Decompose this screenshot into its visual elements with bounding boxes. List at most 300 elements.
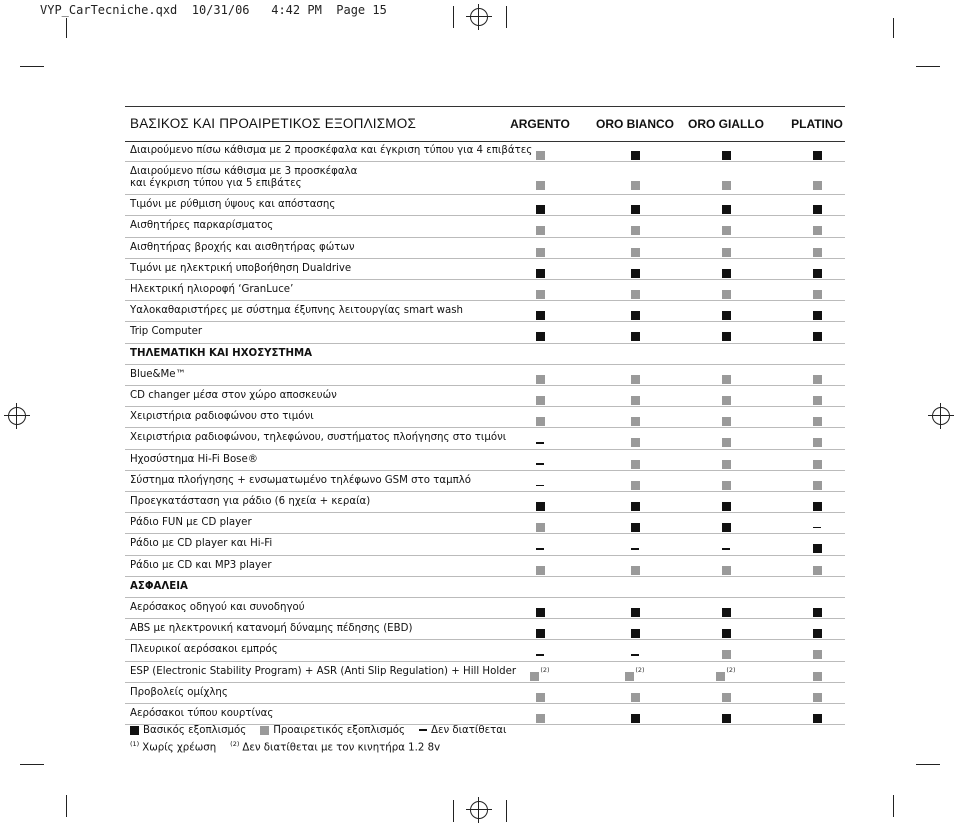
crop-mark (66, 18, 67, 38)
standard-square-icon (631, 269, 640, 278)
availability-cell (495, 369, 585, 381)
availability-cell (495, 390, 585, 402)
row-label (130, 644, 278, 656)
section-title (130, 581, 188, 593)
availability-cell (495, 454, 585, 466)
row-label (130, 517, 252, 529)
table-row (125, 258, 845, 280)
availability-cell (590, 145, 680, 157)
table-row (125, 140, 845, 162)
table-row (125, 618, 845, 640)
availability-cell (495, 284, 585, 296)
standard-square-icon (536, 205, 545, 214)
optional-square-icon (722, 693, 731, 702)
row-label (130, 411, 314, 423)
row-label (130, 284, 293, 296)
table-row (125, 385, 845, 407)
standard-square-icon (813, 205, 822, 214)
optional-square-icon (536, 714, 545, 723)
availability-cell (590, 175, 680, 187)
crop-mark (453, 6, 454, 28)
availability-cell (772, 220, 862, 232)
legend (130, 725, 506, 736)
availability-cell (590, 305, 680, 317)
availability-cell (772, 602, 862, 614)
optional-square-icon (722, 396, 731, 405)
row-label-text: Πλευρικοί αερόσακοι εμπρός (130, 644, 278, 656)
optional-square-icon (631, 481, 640, 490)
optional-square-icon (716, 672, 725, 681)
availability-cell (590, 496, 680, 508)
availability-cell (681, 602, 771, 614)
availability-cell (772, 369, 862, 381)
footnote1-text: Χωρίς χρέωση (142, 742, 217, 754)
table-row (125, 555, 845, 577)
footnote-marker: (2) (726, 665, 736, 674)
availability-cell (772, 411, 862, 423)
availability-cell (495, 644, 585, 656)
availability-cell (772, 263, 862, 275)
availability-cell (681, 411, 771, 423)
standard-square-icon (813, 151, 822, 160)
availability-cell (772, 538, 862, 550)
optional-square-icon (536, 375, 545, 384)
table-row (125, 406, 845, 428)
row-label (130, 538, 272, 550)
availability-cell (681, 220, 771, 232)
print-header (40, 3, 387, 17)
availability-cell (772, 687, 862, 699)
availability-cell (681, 432, 771, 444)
availability-cell (681, 475, 771, 487)
availability-cell (495, 145, 585, 157)
row-label-text: Τιμόνι με ηλεκτρική υποβοήθηση Dualdrive (130, 262, 352, 274)
availability-cell (681, 623, 771, 635)
row-label-text: ESP (Electronic Stability Program) + ASR (Anti Slip Regulation) + Hill Holder (130, 665, 517, 677)
standard-square-icon (722, 502, 731, 511)
availability-cell (772, 145, 862, 157)
standard-square-icon (813, 311, 822, 320)
availability-cell (772, 326, 862, 338)
availability-cell (772, 199, 862, 211)
availability-cell (590, 369, 680, 381)
row-label-text: Χειριστήρια ραδιοφώνου στο τιμόνι (130, 411, 314, 423)
availability-cell (772, 708, 862, 720)
optional-square-icon (813, 672, 822, 681)
availability-cell (681, 517, 771, 529)
row-label-text: ΤΗΛΕΜΑΤΙΚΗ ΚΑΙ ΗΧΟΣΥΣΤΗΜΑ (130, 347, 312, 359)
availability-cell (681, 538, 771, 550)
optional-square-icon (536, 290, 545, 299)
availability-cell (495, 538, 585, 550)
standard-square-icon (631, 714, 640, 723)
availability-cell (681, 175, 771, 187)
table-row (125, 321, 845, 343)
crop-mark (916, 764, 940, 765)
standard-square-icon (536, 332, 545, 341)
optional-square-icon (813, 248, 822, 257)
standard-square-icon (631, 608, 640, 617)
availability-cell (681, 305, 771, 317)
section-row (125, 343, 845, 365)
row-label (130, 708, 273, 720)
table-row (125, 364, 845, 386)
row-label (130, 390, 337, 402)
availability-cell (495, 687, 585, 699)
optional-square-icon (536, 181, 545, 190)
availability-cell (681, 242, 771, 254)
optional-square-icon (536, 693, 545, 702)
table-row (125, 682, 845, 704)
optional-square-icon (813, 396, 822, 405)
availability-cell (590, 263, 680, 275)
row-label-text: Προβολείς ομίχλης (130, 686, 228, 698)
standard-square-icon (813, 332, 822, 341)
standard-square-icon (631, 629, 640, 638)
standard-square-icon (536, 269, 545, 278)
availability-cell (495, 517, 585, 529)
row-label (130, 145, 532, 157)
row-label (130, 475, 471, 487)
row-label-text: Σύστημα πλοήγησης + ενσωματωμένο τηλέφωνο GSM στο ταμπλό (130, 474, 471, 486)
optional-square-icon (722, 290, 731, 299)
dash-icon (536, 654, 544, 655)
optional-square-icon (631, 566, 640, 575)
optional-square-icon (722, 417, 731, 426)
availability-cell (681, 390, 771, 402)
row-label (130, 496, 370, 508)
dash-icon (722, 548, 730, 549)
row-label-text: Υαλοκαθαριστήρες με σύστημα έξυπνης λειτουργίας smart wash (130, 305, 464, 317)
availability-cell (495, 496, 585, 508)
availability-cell (495, 666, 585, 678)
dash-icon (536, 463, 544, 464)
optional-square-icon (813, 650, 822, 659)
row-label (130, 560, 272, 572)
availability-cell (681, 369, 771, 381)
standard-square-icon (722, 205, 731, 214)
row-label (130, 666, 516, 678)
footnote-marker: (2) (540, 665, 550, 674)
row-label (130, 623, 412, 635)
standard-square-icon (722, 523, 731, 532)
dash-icon (536, 485, 544, 486)
standard-square-icon (130, 726, 139, 735)
optional-square-icon (536, 248, 545, 257)
availability-cell (772, 175, 862, 187)
standard-square-icon (631, 502, 640, 511)
row-label-text: Trip Computer (130, 326, 203, 338)
availability-cell (495, 411, 585, 423)
row-label-text: Ηχοσύστημα Hi-Fi Bose® (130, 453, 258, 465)
standard-square-icon (631, 151, 640, 160)
table-header (125, 106, 845, 142)
optional-square-icon (530, 672, 539, 681)
table-row (125, 215, 845, 237)
availability-cell (681, 284, 771, 296)
row-label-text: Ράδιο με CD player και Hi-Fi (130, 538, 273, 550)
availability-cell (590, 666, 680, 678)
legend-standard: Βασικός εξοπλισμός (143, 725, 247, 736)
row-label (130, 326, 202, 338)
row-label-text: Διαιρούμενο πίσω κάθισμα με 2 προσκέφαλα και έγκριση τύπου για 4 επιβάτες (130, 145, 533, 156)
standard-square-icon (722, 311, 731, 320)
section-title (130, 348, 312, 360)
availability-cell (495, 305, 585, 317)
standard-square-icon (813, 714, 822, 723)
availability-cell (681, 263, 771, 275)
optional-square-icon (631, 438, 640, 447)
optional-square-icon (631, 417, 640, 426)
availability-cell (772, 432, 862, 444)
table-row (125, 491, 845, 513)
availability-cell (495, 432, 585, 444)
availability-cell (681, 454, 771, 466)
row-label-text: Χειριστήρια ραδιοφώνου, τηλεφώνου, συστήματος πλοήγησης στο τιμόνι (130, 432, 507, 444)
footnote2-text: Δεν διατίθεται με τον κινητήρα 1.2 8v (242, 742, 441, 754)
standard-square-icon (813, 629, 822, 638)
crop-mark (893, 795, 894, 817)
optional-square-icon (722, 226, 731, 235)
row-label-text: ΑΣΦΑΛΕΙΑ (130, 580, 188, 592)
row-label-text: Αισθητήρες παρκαρίσματος (130, 220, 274, 232)
optional-square-icon (722, 481, 731, 490)
footnote-marker: (2) (635, 665, 645, 674)
standard-square-icon (722, 151, 731, 160)
standard-square-icon (813, 502, 822, 511)
optional-square-icon (536, 566, 545, 575)
availability-cell (772, 666, 862, 678)
optional-square-icon (625, 672, 634, 681)
dash-icon (536, 548, 544, 549)
standard-square-icon (536, 311, 545, 320)
availability-cell (590, 199, 680, 211)
crop-mark (20, 66, 44, 67)
availability-cell (681, 666, 771, 678)
availability-cell (495, 326, 585, 338)
table-row (125, 449, 845, 471)
optional-square-icon (813, 460, 822, 469)
optional-square-icon (813, 181, 822, 190)
availability-cell (590, 220, 680, 232)
availability-cell (590, 708, 680, 720)
optional-square-icon (722, 375, 731, 384)
registration-mark-right (928, 403, 954, 429)
dash-icon (536, 442, 544, 443)
availability-cell (590, 560, 680, 572)
availability-cell (495, 602, 585, 614)
availability-cell (495, 175, 585, 187)
standard-square-icon (631, 311, 640, 320)
availability-cell (590, 644, 680, 656)
table-row (125, 427, 845, 449)
availability-cell (495, 623, 585, 635)
crop-mark (453, 800, 454, 822)
availability-cell (772, 623, 862, 635)
optional-square-icon (260, 726, 269, 735)
crop-mark (893, 18, 894, 38)
dash-icon (813, 527, 821, 528)
row-label (130, 242, 355, 254)
availability-cell (681, 496, 771, 508)
availability-cell (681, 145, 771, 157)
standard-square-icon (536, 502, 545, 511)
standard-square-icon (722, 332, 731, 341)
row-label-text: Τιμόνι με ρύθμιση ύψους και απόστασης (130, 199, 336, 211)
optional-square-icon (722, 248, 731, 257)
availability-cell (495, 475, 585, 487)
crop-mark (506, 800, 507, 822)
table-row (125, 279, 845, 301)
table-row (125, 194, 845, 216)
optional-square-icon (813, 438, 822, 447)
availability-cell (590, 602, 680, 614)
availability-cell (495, 220, 585, 232)
table-row (125, 639, 845, 661)
dash-icon (631, 548, 639, 549)
row-label (130, 199, 335, 211)
availability-cell (681, 326, 771, 338)
availability-cell (772, 496, 862, 508)
standard-square-icon (722, 269, 731, 278)
column-oro-bianco: ORO BIANCO (596, 117, 674, 131)
optional-square-icon (631, 396, 640, 405)
row-label (130, 602, 305, 614)
row-label-text: Αερόσακοι τύπου κουρτίνας (130, 708, 274, 719)
availability-cell (590, 284, 680, 296)
standard-square-icon (813, 269, 822, 278)
standard-square-icon (536, 608, 545, 617)
column-argento: ARGENTO (510, 117, 570, 131)
optional-square-icon (536, 523, 545, 532)
optional-square-icon (722, 460, 731, 469)
table-row (125, 597, 845, 619)
optional-square-icon (631, 290, 640, 299)
legend-optional: Προαιρετικός εξοπλισμός (273, 725, 405, 736)
availability-cell (590, 390, 680, 402)
optional-square-icon (722, 181, 731, 190)
section-row (125, 576, 845, 598)
row-label-text: Αερόσακος οδηγού και συνοδηγού (130, 602, 305, 613)
row-label-text: Διαιρούμενο πίσω κάθισμα με 3 προσκέφαλα (130, 166, 358, 178)
optional-square-icon (631, 248, 640, 257)
availability-cell (772, 517, 862, 529)
optional-square-icon (722, 650, 731, 659)
availability-cell (590, 454, 680, 466)
row-label-text: Ράδιο FUN με CD player (130, 517, 252, 529)
table-row (125, 470, 845, 492)
optional-square-icon (813, 566, 822, 575)
row-label (130, 687, 228, 699)
availability-cell (681, 708, 771, 720)
dash-icon (419, 729, 427, 730)
availability-cell (772, 454, 862, 466)
table-row (125, 300, 845, 322)
optional-square-icon (722, 566, 731, 575)
availability-cell (772, 305, 862, 317)
availability-cell (681, 687, 771, 699)
optional-square-icon (631, 375, 640, 384)
row-label (130, 263, 351, 275)
optional-square-icon (631, 460, 640, 469)
availability-cell (590, 411, 680, 423)
column-platino: PLATINO (791, 117, 843, 131)
print-time: 4:42 PM (271, 3, 322, 17)
row-label-text-line2: και έγκριση τύπου για 5 επιβάτες (130, 178, 302, 190)
availability-cell (495, 242, 585, 254)
registration-mark-left (4, 403, 30, 429)
optional-square-icon (536, 396, 545, 405)
availability-cell (590, 538, 680, 550)
optional-square-icon (536, 151, 545, 160)
standard-square-icon (722, 608, 731, 617)
footnote1-marker: (1) (130, 740, 140, 748)
row-label-text: Αισθητήρας βροχής και αισθητήρας φώτων (130, 241, 355, 253)
row-label (130, 454, 258, 466)
table-row (125, 512, 845, 534)
optional-square-icon (813, 375, 822, 384)
availability-cell (495, 263, 585, 275)
crop-mark (916, 66, 940, 67)
standard-square-icon (536, 629, 545, 638)
table-row (125, 237, 845, 259)
table-row (125, 533, 845, 555)
availability-cell (590, 687, 680, 699)
optional-square-icon (631, 226, 640, 235)
availability-cell (772, 284, 862, 296)
optional-square-icon (536, 226, 545, 235)
print-file: VYP_CarTecniche.qxd (40, 3, 178, 17)
availability-cell (495, 560, 585, 572)
footnote2-marker: (2) (230, 740, 240, 748)
row-label (130, 369, 186, 381)
availability-cell (590, 242, 680, 254)
crop-mark (20, 764, 44, 765)
availability-cell (590, 623, 680, 635)
row-label-text: Ηλεκτρική ηλιοροφή ‘GranLuce’ (130, 284, 294, 295)
standard-square-icon (631, 332, 640, 341)
table-row (125, 703, 845, 725)
legend-not-available: Δεν διατίθεται (430, 725, 507, 736)
availability-cell (681, 560, 771, 572)
availability-cell (772, 475, 862, 487)
availability-cell (590, 326, 680, 338)
table-title: ΒΑΣΙΚΟΣ ΚΑΙ ΠΡΟΑΙΡΕΤΙΚΟΣ ΕΞΟΠΛΙΣΜΟΣ (130, 116, 416, 131)
optional-square-icon (813, 481, 822, 490)
row-label-text: Προεγκατάσταση για ράδιο (6 ηχεία + κεραία) (130, 496, 371, 507)
availability-cell (772, 390, 862, 402)
column-oro-giallo: ORO GIALLO (688, 117, 764, 131)
standard-square-icon (813, 544, 822, 553)
registration-mark-top (466, 4, 492, 30)
row-label (130, 305, 463, 317)
registration-mark-bottom (466, 797, 492, 823)
print-date: 10/31/06 (191, 3, 250, 17)
optional-square-icon (722, 438, 731, 447)
optional-square-icon (631, 693, 640, 702)
standard-square-icon (722, 714, 731, 723)
availability-cell (772, 242, 862, 254)
print-page: Page 15 (336, 3, 387, 17)
availability-cell (590, 517, 680, 529)
row-label-text: CD changer μέσα στον χώρο αποσκευών (130, 390, 337, 401)
table-row (125, 661, 845, 683)
availability-cell (590, 475, 680, 487)
availability-cell (772, 644, 862, 656)
optional-square-icon (813, 290, 822, 299)
footnotes (130, 740, 440, 753)
availability-cell (495, 708, 585, 720)
